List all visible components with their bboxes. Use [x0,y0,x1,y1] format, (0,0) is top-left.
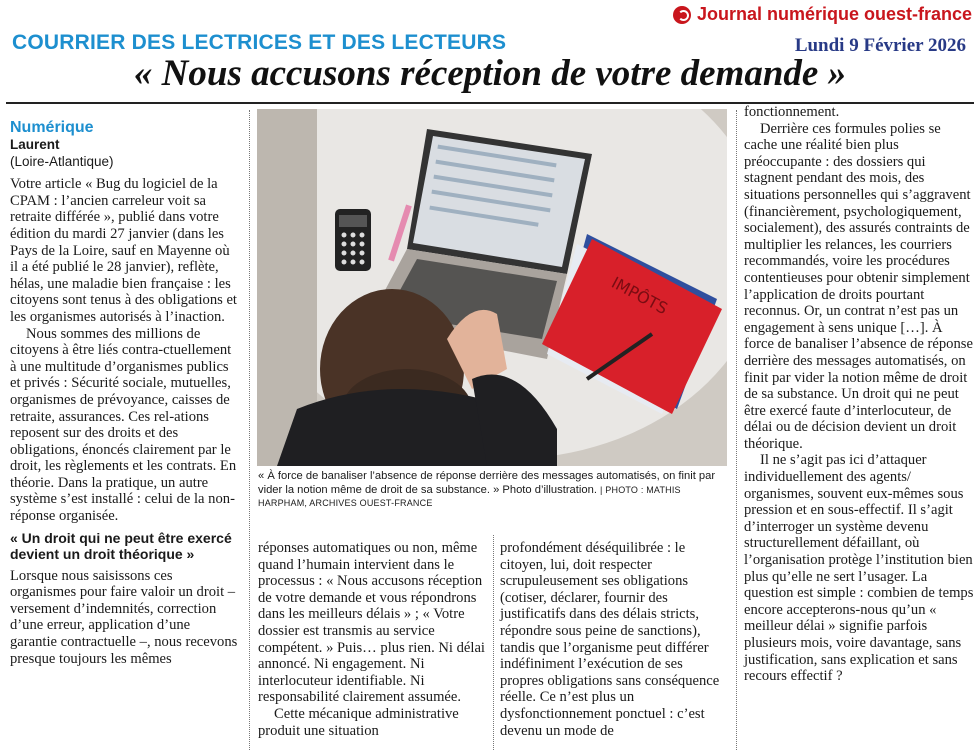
intertitle: « Un droit qui ne peut être exercé devient un droit théorique » [10,529,232,563]
ouest-france-logo-icon [673,6,691,24]
laptop-desk-illustration [257,109,727,466]
paragraph: Nous sommes des millions de citoyens à être liés contra-ctuellement à une multitude d’organismes publics et privés : Sécurité sociale, mutuelles, organismes de prévoyance, caisses de retraite, assurances. Ces rel-ations reposent sur des droits et des obligations, énoncés clairement par le droit, les règlements et les contrats. En théorie. Dans la pratique, un autre système s’est installé : celui de la non-réponse organisée. [10,325,237,525]
author-location: (Loire-Atlantique) [10,153,114,169]
headline: « Nous accusons réception de votre demande » [133,53,847,94]
caption-text: « À force de banaliser l’absence de réponse derrière des messages automatisés, on finit par vider la notion même de droit de sa substance. » Photo d’illustration. [258,470,716,496]
column-divider [736,110,737,750]
paragraph: réponses automatiques ou non, même quand l’humain intervient dans le processus : « Nous accusons réception de votre demande et vous répondrons dans les meilleurs délais » ; « Votre dossier est transmis au service compétent. » Puis… plus rien. Ni délai annoncé. Ni engagement. Ni interlocuteur identifiable. Ni responsabilité clairement assumée. [258,540,485,706]
paragraph: profondément déséquilibrée : le citoyen, lui, doit respecter scrupuleusement ses obligations (cotiser, déclarer, fournir des justificatifs dans des délais stricts, répondre sous peine de sanctions), tandis que l’organisme peut différer indéfiniment l’exécution de ses propres obligations sans conséquence réelle. Ce n’est plus un dysfonctionnement ponctuel : c’est devenu un mode de [500,540,720,739]
section-kicker: COURRIER DES LECTRICES ET DES LECTEURS [12,31,507,54]
photo-caption [258,470,728,511]
paragraph: Lorsque nous saisissons ces organismes pour faire valoir un droit – versement d’indemnités, correction d’une erreur, application d’une garantie contractuelle –, nous recevons presque toujours les mêmes [10,567,238,667]
brand-logo [673,4,972,25]
publication-date: Lundi 9 Février 2026 [794,35,966,56]
article-column-3 [500,540,728,739]
photo-credit: | PHOTO : MATHIS HARPHAM, ARCHIVES OUEST-FRANCE [258,484,681,508]
article-column-4 [744,104,974,685]
article-photo [257,109,727,466]
phone-calculator-icon [335,209,371,271]
paragraph: Cette mécanique administrative produit une situation [258,705,459,739]
paragraph: Votre article « Bug du logiciel de la CPAM : l’ancien carreleur voit sa retraite différée », publié dans votre édition du mardi 27 janvier (dans les Pays de la Loire, sauf en Mayenne où il a été publié le 28 janvier), reflète, hélas, une maladie bien française : les citoyens sont tenus à des obligations et les organismes autorisés à l’inaction. [10,176,237,325]
folder-label: IMPÔTS [608,272,671,319]
column-divider [249,110,250,750]
author-name: Laurent [10,137,60,152]
paragraph: Derrière ces formules polies se cache une réalité bien plus préoccupante : des dossiers qui stagnent pendant des mois, des situations personnelles qui s’aggravent (financièrement, psychologiquement, socialement), des assurés contraints de multiplier les relances, les courriers recommandés, voire les procédures contentieuses pour obtenir simplement l’application de droits pourtant reconnus. Or, un contrat n’est pas un engagement à sens unique […]. À force de banaliser l’absence de réponse derrière des messages automatisés, on finit par vider la notion même de droit de sa substance. Un droit qui ne peut être exercé faute d’interlocuteur, de délai ou de décision devient un droit théorique. [744,120,973,452]
brand-name: Journal numérique ouest-france [696,4,972,24]
paragraph: Il ne s’agit pas ici d’attaquer individuellement des agents/ organismes, souvent eux-mêmes sous pression et en sous-effectif. Il s’agit d’interroger un système devenu structurellement défaillant, où l’organisation protège l’institution bien plus qu’elle ne sert l’usager. La question est simple : combien de temps encore accepterons-nous qu’un « meilleur délai » signifie parfois plusieurs mois, voire davantage, sans justification, sans explication et sans recours effectif ? [744,452,974,685]
article-column-2 [258,540,486,739]
article-column-1 [10,118,240,667]
section-label: Numérique [10,119,94,136]
paragraph: fonctionnement. [744,104,840,120]
column-divider [493,535,494,750]
